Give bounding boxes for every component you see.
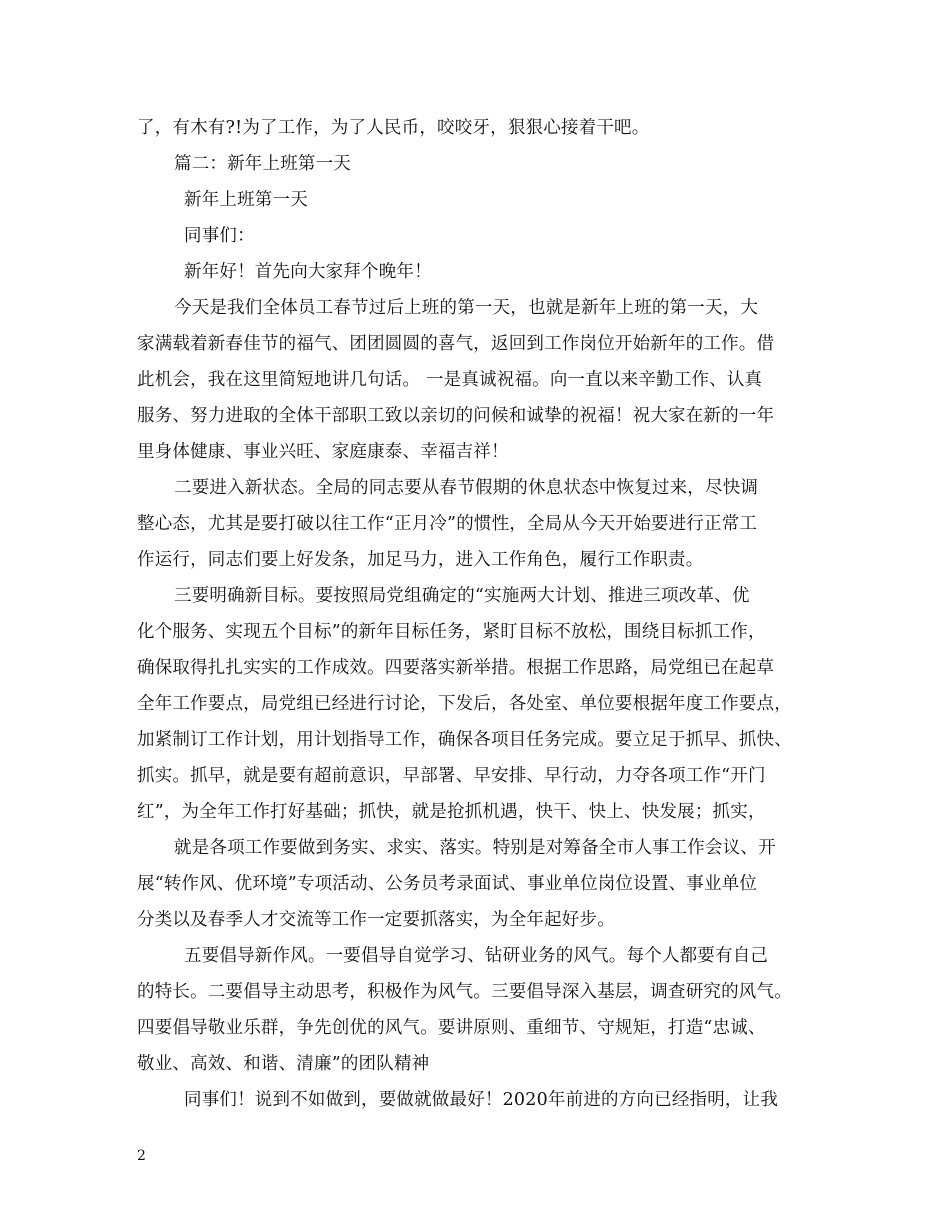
text-line: 红”，为全年工作打好基础；抓快，就是抢抓机遇，快干、快上、快发展；抓实， [137,802,766,822]
text-line: 同事们！说到不如做到，要做就做最好！2020年前进的方向已经指明，让我 [184,1090,779,1110]
text-line: 确保取得扎扎实实的工作成效。四要落实新举措。根据工作思路，局党组已在起草 [137,658,775,678]
text-line: 里身体健康、事业兴旺、家庭康泰、幸福吉祥！ [137,442,509,462]
text-line: 了，有木有?!为了工作，为了人民币，咬咬牙，狠狠心接着干吧。 [137,118,650,138]
text-line: 展“转作风、优环境”专项活动、公务员考录面试、事业单位岗位设置、事业单位 [137,874,758,894]
text-line: 二要进入新状态。全局的同志要从春节假期的休息状态中恢复过来，尽快调 [174,478,759,498]
text-line: 四要倡导敬业乐群，争先创优的风气。要讲原则、重细节、守规矩，打造“忠诚、 [137,1018,766,1038]
text-line: 就是各项工作要做到务实、求实、落实。特别是对筹备全市人事工作会议、开 [174,838,776,858]
text-line: 整心态，尤其是要打破以往工作“正月冷”的惯性，全局从今天开始要进行正常工 [137,514,758,534]
text-line: 抓实。抓早，就是要有超前意识，早部署、早安排、早行动，力夺各项工作“开门 [137,766,766,786]
text-line: 敬业、高效、和谐、清廉”的团队精神 [137,1054,430,1074]
text-line: 家满载着新春佳节的福气、团团圆圆的喜气，返回到工作岗位开始新年的工作。借 [137,334,775,354]
text-line: 的特长。二要倡导主动思考，积极作为风气。三要倡导深入基层，调查研究的风气。 [137,982,792,1002]
text-line: 此机会，我在这里简短地讲几句话。 一是真诚祝福。向一直以来辛勤工作、认真 [137,370,763,390]
salutation: 同事们： [184,226,255,246]
section-heading: 篇二：新年上班第一天 [174,154,351,174]
text-line: 今天是我们全体员工春节过后上班的第一天，也就是新年上班的第一天，大 [174,298,759,318]
text-line: 全年工作要点，局党组已经进行讨论，下发后，各处室、单位要根据年度工作要点， [137,694,792,714]
text-line: 新年好！首先向大家拜个晚年！ [184,262,432,282]
text-line: 分类以及春季人才交流等工作一定要抓落实，为全年起好步。 [137,910,615,930]
article-title: 新年上班第一天 [184,190,308,210]
text-line: 三要明确新目标。要按照局党组确定的“实施两大计划、推进三项改革、优 [174,586,750,606]
text-line: 化个服务、实现五个目标”的新年目标任务，紧盯目标不放松，围绕目标抓工作， [137,622,766,642]
text-line: 加紧制订工作计划，用计划指导工作，确保各项目任务完成。要立足于抓早、抓快、 [137,730,792,750]
page-number: 2 [137,1148,146,1164]
text-line: 五要倡导新作风。一要倡导自觉学习、钻研业务的风气。每个人都要有自己 [184,946,769,966]
text-line: 服务、努力进取的全体干部职工致以亲切的问候和诚挚的祝福！祝大家在新的一年 [137,406,775,426]
text-line: 作运行，同志们要上好发条，加足马力，进入工作角色，履行工作职责。 [137,550,704,570]
